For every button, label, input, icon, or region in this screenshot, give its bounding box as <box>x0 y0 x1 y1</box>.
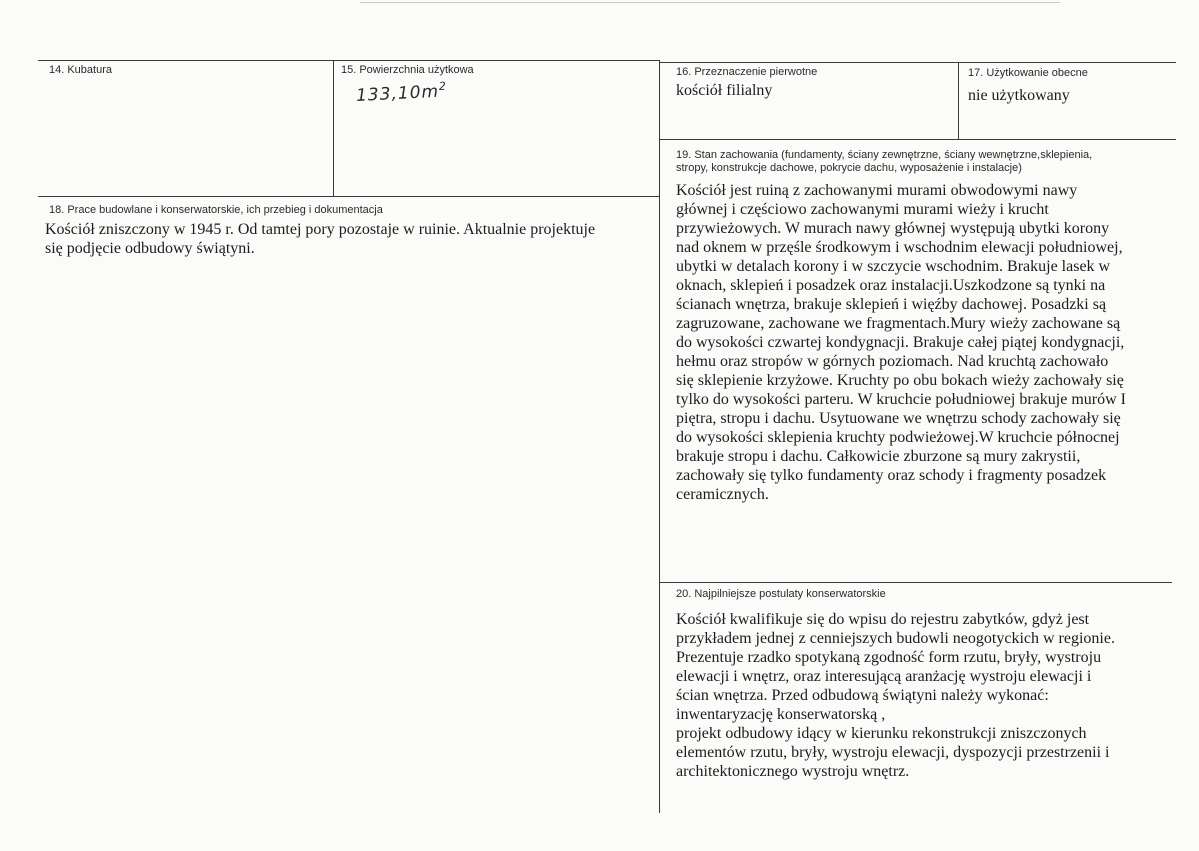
field-16-label: 16. Przeznaczenie pierwotne <box>676 66 818 78</box>
center-divider <box>659 61 660 813</box>
field-17-label: 17. Użytkowanie obecne <box>968 67 1088 79</box>
divider-14-15 <box>333 60 334 196</box>
area-unit-exponent: 2 <box>438 79 448 94</box>
field-16-value: kościół filialny <box>676 82 773 99</box>
field-19-text: Kościół jest ruiną z zachowanymi murami obwodowymi nawy głównej i częściowo zachowanymi murami wieży i krucht przywieżowych. W murach nawy głównej występują ubytki korony nad oknem w przęśle środkowym i wschodnim elewacji południowej, ubytki w detalach korony i w szczycie wschodnim. Brakuje lasek w oknach, sklepień i posadzek oraz instalacji.Uszkodzone są tynki na ścianach wnętrza, brakuje sklepień i więźby dachowej. Posadzki są zagruzowane, zachowane we fragmentach.Mury wieży zachowane są do wysokości czwartej kondygnacji. Brakuje całej piątej kondygnacji, hełmu oraz stropów w górnych poziomach. Nad kruchtą zachowało się sklepienie krzyżowe. Kruchty po obu bokach wieży zachowały się tylko do wysokości parteru. W kruchcie południowej brakuje murów I piętra, stropu i dachu. Usytuowane we wnętrzu schody zachowały się do wysokości sklepienia kruchty podwieżowej.W kruchcie północnej brakuje stropu i dachu. Całkowicie zburzone są mury zakrystii, zachowały się tylko fundamenty oraz schody i fragmenty posadzek ceramicznych. <box>676 182 1126 503</box>
rule-above-18 <box>38 196 660 197</box>
field-15-label: 15. Powierzchnia użytkowa <box>341 64 474 76</box>
rule-above-20 <box>660 582 1172 583</box>
area-value: 133,10m <box>355 81 440 107</box>
scan-artifact <box>360 2 1060 3</box>
field-18-text: Kościół zniszczony w 1945 r. Od tamtej pory pozostaje w ruinie. Aktualnie projektuje się podjęcie odbudowy świątyni. <box>45 221 596 257</box>
field-14-label: 14. Kubatura <box>49 64 112 76</box>
field-20-label: 20. Najpilniejsze postulaty konserwatorskie <box>676 588 886 600</box>
field-18-label: 18. Prace budowlane i konserwatorskie, ich przebieg i dokumentacja <box>49 204 383 216</box>
divider-16-17 <box>958 62 959 140</box>
top-rule-left <box>38 60 660 61</box>
field-15-handwritten-value <box>355 80 447 106</box>
top-rule-right <box>660 62 1176 63</box>
field-17-value: nie użytkowany <box>968 87 1070 104</box>
field-19-label: 19. Stan zachowania (fundamenty, ściany zewnętrzne, ściany wewnętrzne,sklepienia, stropy, konstrukcje dachowe, pokrycie dachu, wyposażenie i instalacje) <box>676 149 1093 174</box>
field-20-text: Kościół kwalifikuje się do wpisu do rejestru zabytków, gdyż jest przykładem jednej z cenniejszych budowli neogotyckich w regionie. Prezentuje rzadko spotykaną zgodność form rzutu, bryły, wystroju elewacji i wnętrz, oraz interesującą aranżację wystroju elewacji i ścian wnętrza. Przed odbudową świątyni należy wykonać: inwentaryzację konserwatorską , projekt odbudowy idący w kierunku rekonstrukcji zniszczonych elementów rzutu, bryły, wystroju elewacji, dyspozycji przestrzenii i architektonicznego wystroju wnętrz. <box>676 611 1115 780</box>
rule-above-19 <box>660 139 1176 140</box>
